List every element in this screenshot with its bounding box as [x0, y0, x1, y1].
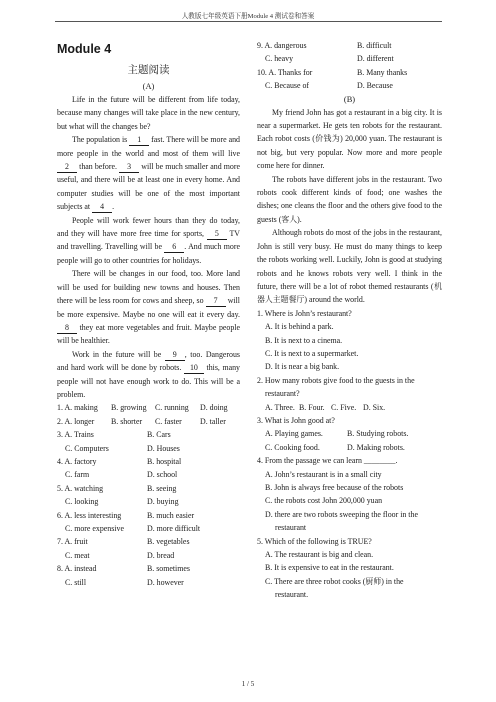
- blank-7: 7: [206, 296, 226, 307]
- passage-b-paragraph-2: The robots have different jobs in the restaurant. Two robots cook different kinds of food; one washes the dishes; one cleans the floor and the others give food to the guests (客人).: [257, 174, 442, 224]
- question-a-7: 7. A. fruit B. vegetables C. meat D. bread: [57, 537, 190, 560]
- passage-a-paragraph-1: Life in the future will be different from life today, because many changes will take place in the new century, but what will the changes be?: [57, 95, 240, 131]
- module-title: Module 4: [57, 42, 112, 56]
- passage-a-label: (A): [142, 82, 155, 91]
- question-b-1: 1. Where is John’s restaurant? A. It is behind a park. B. It is next to a cinema. C. It is next to a supermarket. D. It is near a big bank.: [257, 308, 359, 372]
- passage-a-paragraph-2: The population is 1 fast. There will be more and more people in the world and most of them will live 2 than before. 3 will be much smaller and more useful, and there will be at least one in every home. And computer studies will be one of the most important subjects at 4 .: [57, 135, 240, 212]
- blank-5: 5: [207, 229, 227, 240]
- header-divider: [55, 21, 442, 22]
- question-b-2: 2. How many robots give food to the guests in the restaurant? A. Three. B. Four. C. Five. D. Six.: [257, 375, 415, 412]
- passage-a-paragraph-4: There will be changes in our food, too. More land will be used for building new towns and houses. Then there will be less room for cows and sheep, so 7 will be more expensive. Maybe no one will eat it every day. 8 they eat more vegetables and fruit. Maybe people will be healthier.: [57, 269, 241, 346]
- right-column: [257, 39, 442, 602]
- blank-8: 8: [57, 323, 77, 334]
- blank-10: 10: [184, 363, 204, 374]
- blank-4: 4: [92, 202, 112, 213]
- section-subtitle: 主题阅读: [127, 65, 170, 76]
- question-b-5: 5. Which of the following is TRUE? A. The restaurant is big and clean. B. It is expensive to eat in the restaurant. C. There are three robot cooks (厨师) in the restaurant.: [257, 536, 404, 600]
- passage-a-paragraph-5: Work in the future will be 9 , too. Dangerous and hard work will be done by robots. 10 this, many people will not have enough work to do. This will be a problem.: [57, 349, 241, 399]
- blank-6: 6: [164, 242, 184, 253]
- question-a-5: 5. A. watching B. seeing C. looking D. buying: [57, 483, 179, 507]
- question-a-2: 2. A. longer B. shorter C. faster D. taller: [57, 416, 226, 426]
- question-a-10: 10. A. Thanks for B. Many thanks C. Because of D. Because: [257, 67, 408, 91]
- blank-3: 3: [119, 162, 139, 173]
- question-a-4: 4. A. factory B. hospital C. farm D. school: [57, 456, 182, 480]
- question-a-1: 1. A. making B. growing C. running D. doing: [57, 403, 228, 413]
- passage-b-paragraph-1: My friend John has got a restaurant in a big city. It is near a supermarket. He gets ten robots for the restaurant. Each robot costs (价钱为) 20,000 yuan. The restaurant is not big, but very popular. Now more and more people come here for dinner.: [257, 107, 442, 171]
- question-b-3: 3. What is John good at? A. Playing games. B. Studying robots. C. Cooking food. D. Making robots.: [257, 415, 409, 452]
- question-a-9: 9. A. dangerous B. difficult C. heavy D. different: [257, 41, 394, 64]
- blank-2: 2: [57, 162, 77, 173]
- question-b-4: 4. From the passage we can learn ________. A. John’s restaurant is in a small city B. John is always free because of the robots C. the robots cost John 200,000 yuan D. there are two robots sweeping the floor in the restaurant: [257, 456, 418, 533]
- question-a-6: 6. A. less interesting B. much easier C. more expensive D. more difficult: [57, 510, 201, 533]
- blank-9: 9: [165, 350, 185, 361]
- passage-b-paragraph-3: Although robots do most of the jobs in the restaurant, John is still very busy. He must do many things to keep the robots working well. Luckily, John is good at studying robots and he knows robots very well. I think in the future, there will be a lot of robot themed restaurants (机器人主题餐厅) around the world.: [257, 228, 442, 305]
- page-header: 人教版七年级英语下册Module 4 测试卷和答案: [181, 13, 315, 20]
- page-number: 1 / 5: [241, 680, 255, 688]
- question-a-8: 8. A. instead B. sometimes C. still D. however: [57, 564, 190, 587]
- left-column: [57, 36, 240, 589]
- question-a-3: 3. A. Trains B. Cars C. Computers D. Houses: [57, 430, 180, 453]
- blank-1: 1: [129, 135, 149, 146]
- passage-a-paragraph-3: People will work fewer hours than they do today, and they will have more free time for sports, 5 TV and travelling. Travelling will be 6 . And much more people will go to other countries for holidays.: [57, 215, 240, 265]
- passage-b-label: (B): [343, 94, 356, 104]
